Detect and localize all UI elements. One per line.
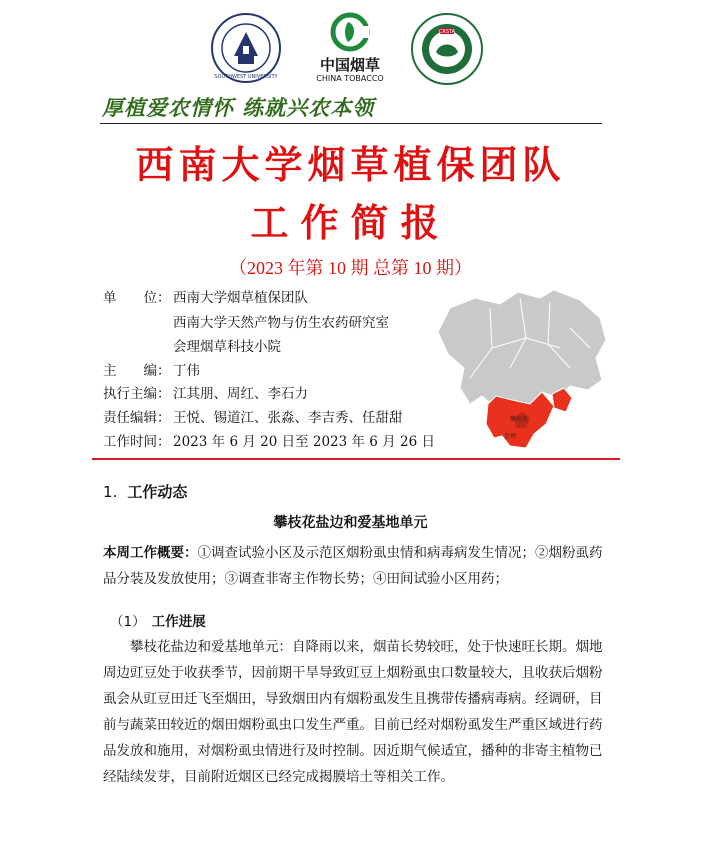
subsection-title: 工作进展 (151, 614, 206, 630)
meta-resp-label: 责任编辑： (103, 410, 171, 426)
meta-exec-value: 江其朋、周红、李石力 (173, 386, 308, 402)
crsta-seal (410, 12, 484, 90)
meta-unit-line-2: 西南大学天然产物与仿生农药研究室 (173, 315, 389, 331)
china-tobacco-cn: 中国烟草 (319, 56, 380, 74)
section-title: 工作动态 (127, 483, 188, 501)
map-label-huili: 会理 (504, 433, 517, 440)
report-title: 西南大学烟草植保团队 (135, 142, 566, 187)
meta-unit-label: 单 位： (103, 290, 171, 306)
unit-title: 攀枝花盐边和爱基地单元 (273, 515, 428, 531)
section-heading (103, 481, 187, 502)
sichuan-map (430, 288, 610, 457)
summary-label: 本周工作概要： (103, 545, 198, 561)
section-number: 1. (103, 483, 118, 501)
meta-time-value: 2023 年 6 月 20 日至 2023 年 6 月 26 日 (173, 434, 435, 450)
svg-text:CRSTA: CRSTA (438, 29, 456, 35)
svg-text:SOUTHWEST UNIVERSITY: SOUTHWEST UNIVERSITY (214, 74, 278, 80)
meta-unit (103, 286, 308, 306)
meta-work-time (103, 430, 435, 450)
meta-unit-line-3: 会理烟草科技小院 (173, 339, 281, 355)
meta-exec-label: 执行主编： (103, 386, 171, 402)
meta-time-label: 工作时间： (103, 434, 171, 450)
slogan: 厚植爱农情怀 练就兴农本领 (102, 95, 375, 120)
southwest-university-seal (210, 12, 282, 88)
china-tobacco-logo (306, 12, 394, 83)
subsection-number: （1） (110, 614, 146, 630)
meta-resp-value: 王悦、锡道江、张淼、李吉秀、任甜甜 (173, 410, 403, 426)
subsection-heading (110, 610, 206, 630)
meta-unit-line-1: 西南大学烟草植保团队 (173, 290, 308, 306)
meta-editor-label: 主 编： (103, 363, 171, 379)
report-subtitle: 工作简报 (250, 200, 451, 245)
issue-number: （2023 年第 10 期 总第 10 期） (229, 258, 472, 278)
meta-editor-value: 丁伟 (173, 363, 200, 379)
map-label-panzhihua: 攀枝花 (510, 416, 529, 423)
meta-editor (103, 359, 200, 379)
china-tobacco-en: CHINA TOBACCO (316, 74, 384, 83)
top-divider (100, 123, 602, 124)
red-divider (92, 458, 620, 460)
meta-resp-editor (103, 406, 403, 426)
summary-text: ①调查试验小区及示范区烟粉虱虫情和病毒病发生情况；②烟粉虱药品分装及发放使用；③调查非寄主作物长势；④田间试验小区用药； (103, 545, 603, 587)
weekly-summary (103, 540, 613, 592)
tobacco-leaf-icon (330, 12, 370, 52)
progress-paragraph: 攀枝花盐边和爱基地单元：自降雨以来，烟苗长势较旺，处于快速旺长期。烟地周边豇豆处于收获季节，因前期干旱导致豇豆上烟粉虱虫口数量较大，且收获后烟粉虱会从豇豆田迁飞至烟田，导致烟田内有烟粉虱发生且携带传播病毒病。经调研，目前与蔬菜田较近的烟田烟粉虱虫口发生严重。目前已经对烟粉虱发生严重区域进行药品发放和施用，对烟粉虱虫情进行及时控制。因近期气候适宜，播种的非寄主植物已经陆续发芽，目前附近烟区已经完成揭膜培土等相关工作。 (103, 639, 603, 785)
meta-exec-editor (103, 382, 308, 402)
